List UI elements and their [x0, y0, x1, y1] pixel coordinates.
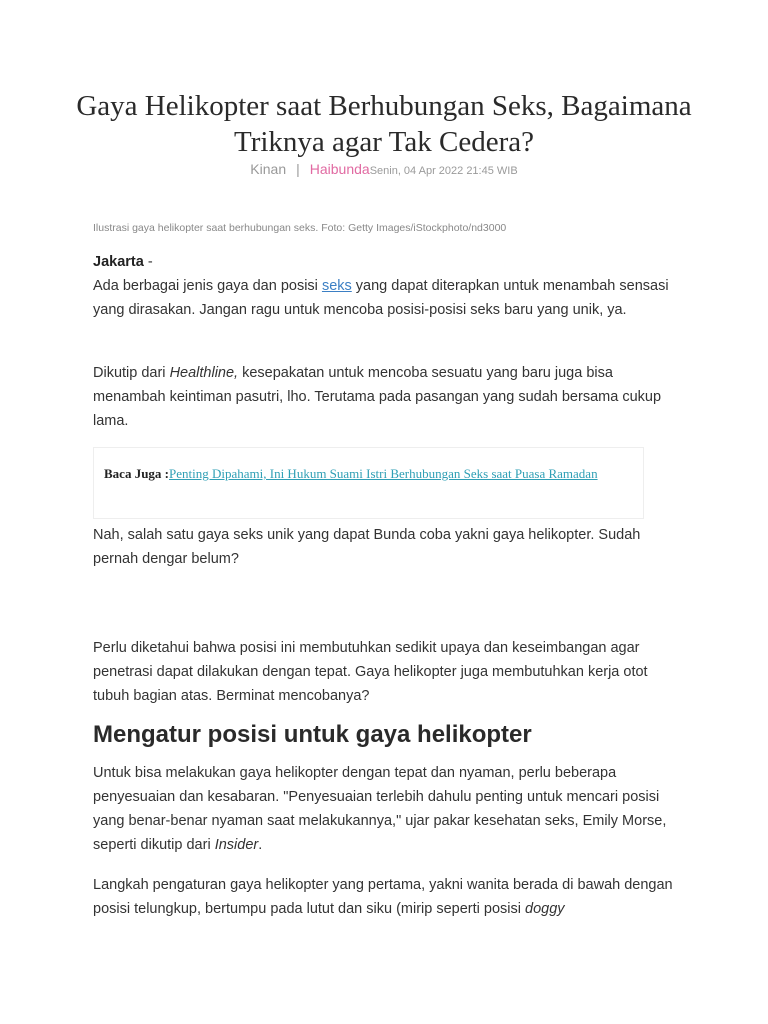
publish-date: Senin, 04 Apr 2022 21:45 WIB — [369, 165, 518, 177]
baca-juga-label: Baca Juga : — [104, 466, 169, 481]
paragraph-requirements: Perlu diketahui bahwa posisi ini membutuhkan sedikit upaya dan keseimbangan agar penetrasi dapat dilakukan dengan tepat. Gaya helikopter juga membutuhkan kerja otot tubuh bagian atas. Berminat mencobanya? — [93, 640, 648, 704]
insider-source: Insider — [214, 837, 259, 853]
baca-juga-link[interactable]: Penting Dipahami, Ini Hukum Suami Istri Berhubungan Seks saat Puasa Ramadan — [169, 466, 598, 481]
intro-text-end: yang dapat diterapkan untuk menambah sensasi yang dirasakan. Jangan ragu untuk mencoba posisi-posisi seks baru yang unik, ya. — [93, 278, 669, 318]
article-title: Gaya Helikopter saat Berhubungan Seks, Bagaimana Triknya agar Tak Cedera? — [76, 90, 692, 158]
paragraph-helikopter-intro: Nah, salah satu gaya seks unik yang dapat Bunda coba yakni gaya helikopter. Sudah pernah dengar belum? — [93, 527, 641, 567]
byline — [0, 161, 768, 177]
dateline-dash: - — [143, 254, 153, 270]
baca-juga-box — [93, 447, 644, 519]
site-name[interactable]: Haibunda — [309, 161, 370, 177]
healthline-text-end: kesepakatan untuk mencoba sesuatu yang baru juga bisa menambah keintiman pasutri, lho. Terutama pada pasangan yang sudah bersama cukup lama. — [93, 365, 662, 429]
paragraph-intro — [93, 250, 685, 322]
dateline-location: Jakarta — [93, 254, 144, 270]
image-caption: Ilustrasi gaya helikopter saat berhubungan seks. Foto: Getty Images/iStockphoto/nd3000 — [93, 222, 507, 234]
author-name[interactable]: Kinan — [250, 161, 287, 177]
section-heading: Mengatur posisi untuk gaya helikopter — [93, 721, 532, 748]
paragraph-first-step — [93, 873, 685, 921]
seks-link[interactable]: seks — [321, 278, 352, 294]
first-step-text: Langkah pengaturan gaya helikopter yang pertama, yakni wanita berada di bawah dengan posisi telungkup, bertumpu pada lutut dan siku (mirip seperti posisi — [93, 877, 673, 917]
paragraph-healthline — [93, 361, 685, 433]
doggy-term: doggy — [525, 901, 565, 917]
intro-text-start: Ada berbagai jenis gaya dan posisi — [93, 278, 322, 294]
byline-separator: | — [296, 161, 300, 177]
healthline-text-start: Dikutip dari — [93, 365, 170, 381]
healthline-source: Healthline, — [169, 365, 239, 381]
paragraph-morse — [93, 761, 685, 857]
morse-text-end: . — [258, 837, 263, 853]
morse-text-start: Untuk bisa melakukan gaya helikopter dengan tepat dan nyaman, perlu beberapa penyesuaian dan kesabaran. "Penyesuaian terlebih dahulu penting untuk mencari posisi yang benar-benar nyaman saat melakukannya," ujar pakar kesehatan seks, Emily Morse, seperti dikutip dari — [93, 765, 667, 853]
